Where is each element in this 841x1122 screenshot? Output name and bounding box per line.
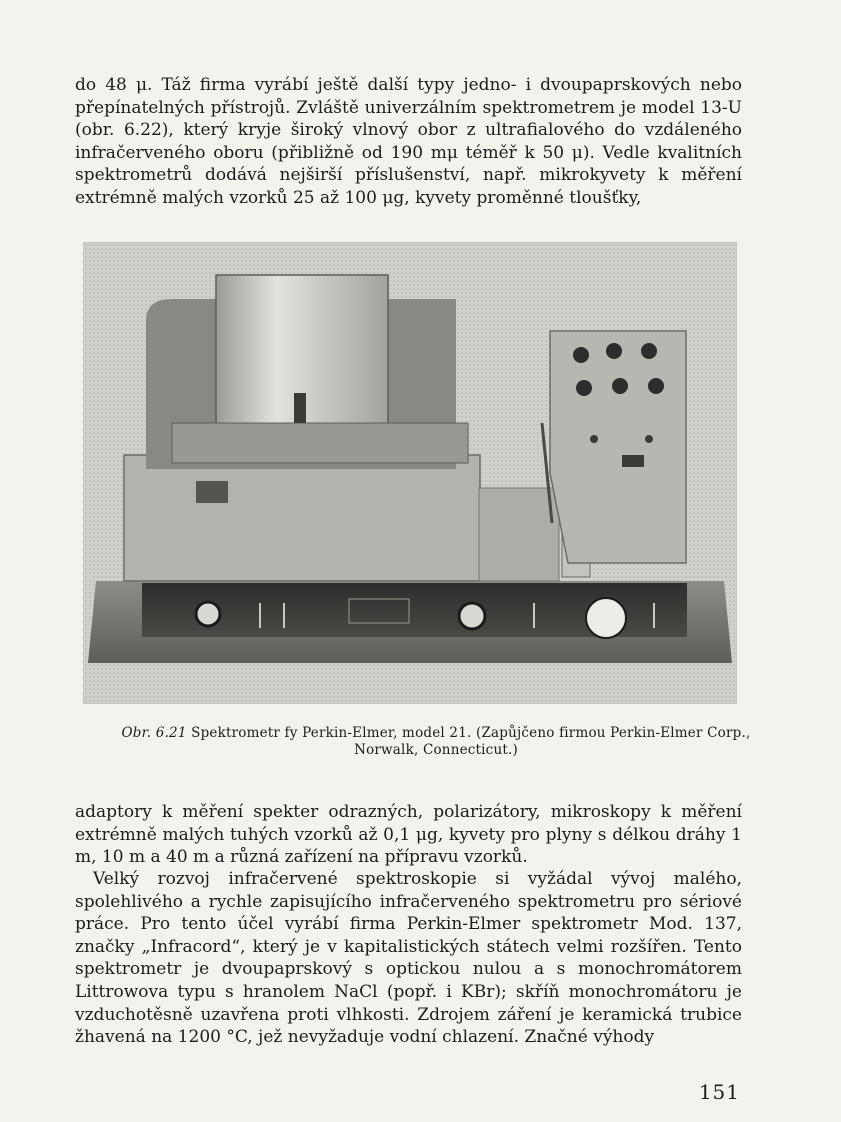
paragraph-top: do 48 μ. Táž firma vyrábí ještě další typy jedno- i dvoupaprskových nebo přepínatelných přístrojů. Zvláště univerzálním spektrometrem je model 13-U (obr. 6.22), který kryje široký vlnový obor z ultrafialového do vzdáleného infračerveného oboru (přibližně od 190 mμ téměř k 50 μ). Vedle kvalitních spektrometrů dodává nejširší příslušenství, např. mikrokyvety k měření extrémně malých vzorků 25 až 100 μg, kyvety proměnné tloušťky,	[75, 75, 742, 208]
paragraph-accessories: adaptory k měření spekter odrazných, polarizátory, mikroskopy k měření extrémně malých tuhých vzorků až 0,1 μg, kyvety pro plyny s délkou dráhy 1 m, 10 m a 40 m a různá zařízení na přípravu vzorků.	[75, 802, 742, 868]
control-knob-6	[648, 378, 664, 394]
figure-reference: Obr. 6.21	[121, 725, 187, 741]
control-knob-3	[641, 343, 657, 359]
control-knob-4	[576, 380, 592, 396]
source-control-box	[550, 331, 686, 563]
figure-caption-text: Spektrometr fy Perkin-Elmer, model 21. (Zapůjčeno firmou Perkin-Elmer Corp., Norwalk, Connecticut.)	[186, 725, 751, 758]
paragraph-infracord: Velký rozvoj infračervené spektroskopie si vyžádal vývoj malého, spolehlivého a rychle zapisujícího infračerveného spektrometru pro sériové práce. Pro tento účel vyrábí firma Perkin-Elmer spektrometr Mod. 137, značky „Infracord“, který je v kapitalistických státech velmi rozšířen. Tento spektrometr je dvoupaprskový s optickou nulou a s monochromátorem Littrowova typu s hranolem NaCl (popř. i KBr); skříň monochromátoru je vzduchotěsně uzavřena proti vlhkosti. Zdrojem záření je keramická trubice žhavená na 1200 °C, jež nevyžaduje vodní chlazení. Značné výhody	[75, 869, 742, 1048]
main-housing	[124, 455, 480, 581]
page-number: 151	[698, 1080, 740, 1104]
control-knob-2	[606, 343, 622, 359]
control-knob-5	[612, 378, 628, 394]
figure-caption	[116, 725, 756, 759]
figure-spectrometer-photo	[83, 242, 737, 704]
spectrometer-illustration	[84, 243, 736, 703]
panel-dial-right	[586, 598, 626, 638]
panel-knob-center	[459, 603, 485, 629]
control-knob-1	[573, 347, 589, 363]
panel-knob-left	[196, 602, 220, 626]
